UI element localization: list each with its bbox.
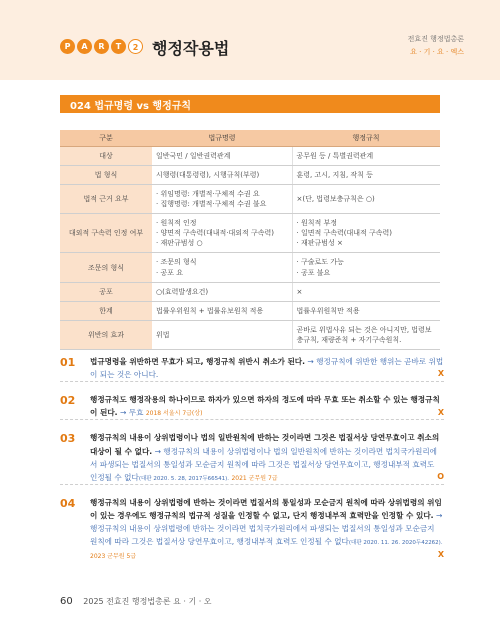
row-label: 대외적 구속력 인정 여부 (60, 214, 152, 253)
cell-rule (292, 321, 440, 350)
item-exam-tag: 2023 군무원 5급 (90, 552, 137, 560)
cell-line: · 위임명령: 개별적·구체적 수권 요 (156, 189, 260, 198)
cell-line: 공무원 등 / 특별권력관계 (296, 151, 374, 160)
chapter-title: 행정작용법 (152, 39, 230, 58)
header-administrative-rule: 행정규칙 (292, 130, 440, 146)
cell-line: 일반국민 / 일반권력관계 (156, 151, 231, 160)
cell-statutory (152, 165, 292, 184)
table-row (60, 282, 440, 301)
header-statutory-order: 법규명령 (152, 130, 292, 146)
cell-rule (292, 253, 440, 282)
cell-line: ○(효력발생요건) (156, 287, 209, 296)
footer-book-title: 2025 전효진 행정법총론 요 · 기 · 오 (83, 597, 212, 606)
cell-line: · 공포 불요 (296, 268, 331, 277)
table-header-row (60, 130, 440, 146)
item-source: (대판 2020. 5. 28, 2017두66541). (138, 475, 230, 482)
cell-line: 법률우위원칙 + 법률유보원칙 적용 (156, 306, 264, 315)
part-letter-t: T (111, 39, 126, 54)
item-exam-tag: 2018 서울시 7급(상) (145, 410, 203, 418)
brand (408, 34, 464, 57)
explanation-text: → 행정규칙의 내용이 상위법령에 반하는 것이라면 법치국가원리에서 파생되는 법질서의 통일성과 모순금지 원칙에 따라 그것은 법질서상 당연무효이고, 행정내부적 효력도 인정될 수 없다 (90, 511, 443, 547)
item-answer: O (437, 472, 444, 482)
cell-statutory (152, 146, 292, 165)
row-label: 공포 (60, 282, 152, 301)
brand-bottom-text: 요 · 기 · 요 · 엑스 (410, 48, 464, 56)
cell-line: · 재판규범성 × (296, 239, 343, 248)
row-label: 대상 (60, 146, 152, 165)
cell-line: · 원칙적 부정 (296, 219, 337, 228)
item-question: 행정규칙도 행정작용의 하나이므로 하자가 있으면 하자의 정도에 따라 무효 또는 취소할 수 있는 행정규칙이 된다. (90, 395, 440, 418)
cell-line: × (296, 287, 303, 296)
part-badge (60, 39, 143, 54)
cell-rule (292, 184, 440, 213)
cell-line: ×(단, 법령보충규칙은 ○) (296, 194, 375, 203)
ox-question-list (60, 355, 444, 573)
cell-statutory (152, 282, 292, 301)
part-letter-r: R (94, 39, 109, 54)
cell-rule (292, 301, 440, 320)
section-header (60, 95, 440, 113)
row-label: 법 형식 (60, 165, 152, 184)
cell-statutory (152, 321, 292, 350)
item-number: 04 (60, 497, 76, 511)
cell-rule (292, 165, 440, 184)
part-letter-p: P (60, 39, 75, 54)
table-row (60, 321, 440, 350)
cell-line: · 양면적 구속력(대내적·대외적 구속력) (156, 229, 275, 238)
row-label: 위반의 효과 (60, 321, 152, 350)
item-question: 행정규칙의 내용이 상위법령에 반하는 것이라면 법질서의 통일성과 모순금지 원칙에 따라 상위법령의 위임이 있는 경우에도 행정규칙의 법규적 성질을 인정할 수 없고, 단지 행정내부적 효력만을 인정할 수 있다. (90, 498, 442, 521)
cell-rule (292, 214, 440, 253)
table-row (60, 165, 440, 184)
cell-line: 법률우위원칙만 적용 (296, 306, 360, 315)
row-label: 한계 (60, 301, 152, 320)
table-row (60, 146, 440, 165)
item-answer: X (437, 550, 444, 560)
cell-line: 곧바로 위법사유 되는 것은 아니지만, 법령보충규칙, 재량준칙 + 자기구속원칙. (296, 326, 432, 345)
section-title: 024 법규명령 vs 행정규칙 (70, 101, 192, 112)
table-row (60, 214, 440, 253)
page-number: 60 (60, 596, 73, 607)
cell-statutory (152, 184, 292, 213)
row-label: 법적 근거 요부 (60, 184, 152, 213)
row-label: 조문의 형식 (60, 253, 152, 282)
table-row (60, 253, 440, 282)
list-item (60, 496, 444, 562)
cell-line: 훈령, 고시, 지침, 작칙 등 (296, 170, 373, 179)
cell-rule (292, 146, 440, 165)
item-number: 03 (60, 432, 76, 446)
item-exam-tag: 2021 군무원 7급 (231, 474, 278, 482)
cell-rule (292, 282, 440, 301)
list-item (60, 393, 444, 420)
cell-line: · 재판규범성 ○ (156, 239, 203, 248)
cell-line: · 공포 요 (156, 268, 183, 277)
explanation-text: → 행정규칙의 내용이 상위법령이나 법의 일반원칙에 반하는 것이라면 법치국가원리에서 파생되는 법질서의 통일성과 모순금지 원칙에 따라 그것은 법질서상 당연무효이고, 행정내부적 효력도 인정될 수 없다 (90, 446, 438, 482)
table-row (60, 301, 440, 320)
brand-top-text: 전효진 행정법총론 (407, 35, 464, 43)
cell-line: · 조문의 형식 (156, 258, 197, 267)
item-number: 02 (60, 394, 76, 408)
table-row (60, 184, 440, 213)
item-explanation: → 행정규칙에 위반한 행위는 곧바로 위법이 되는 것은 아니다. (90, 357, 444, 380)
item-explanation: → 무효 (119, 408, 144, 418)
cell-line: · 원칙적 인정 (156, 219, 197, 228)
comparison-table (60, 130, 440, 350)
cell-line: · 일면적 구속력(대내적 구속력) (296, 229, 393, 238)
list-item (60, 355, 444, 382)
item-source: (대판 2020. 11. 26. 2020두42262). (348, 540, 443, 547)
item-question: 법규명령을 위반하면 무효가 되고, 행정규칙 위반시 취소가 된다. (90, 357, 305, 366)
cell-statutory (152, 253, 292, 282)
cell-line: 위법 (156, 331, 170, 340)
header-category: 구분 (60, 130, 152, 146)
part-letter-a: A (77, 39, 92, 54)
cell-line: · 집행명령: 개별적·구체적 수권 불요 (156, 199, 267, 208)
item-question: 행정규칙의 내용이 상위법령이나 법의 일반원칙에 반하는 것이라면 그것은 법질서상 당연무효이고 취소의 대상이 될 수 없다. (90, 433, 440, 456)
cell-line: · 구술로도 가능 (296, 258, 344, 267)
page-footer (60, 596, 212, 607)
cell-statutory (152, 214, 292, 253)
cell-line: 시행령(대통령령), 시행규칙(부령) (156, 170, 260, 179)
item-number: 01 (60, 356, 76, 369)
cell-statutory (152, 301, 292, 320)
item-answer: X (437, 369, 444, 379)
item-answer: X (437, 407, 444, 417)
list-item (60, 431, 444, 485)
part-number: 2 (128, 39, 143, 54)
